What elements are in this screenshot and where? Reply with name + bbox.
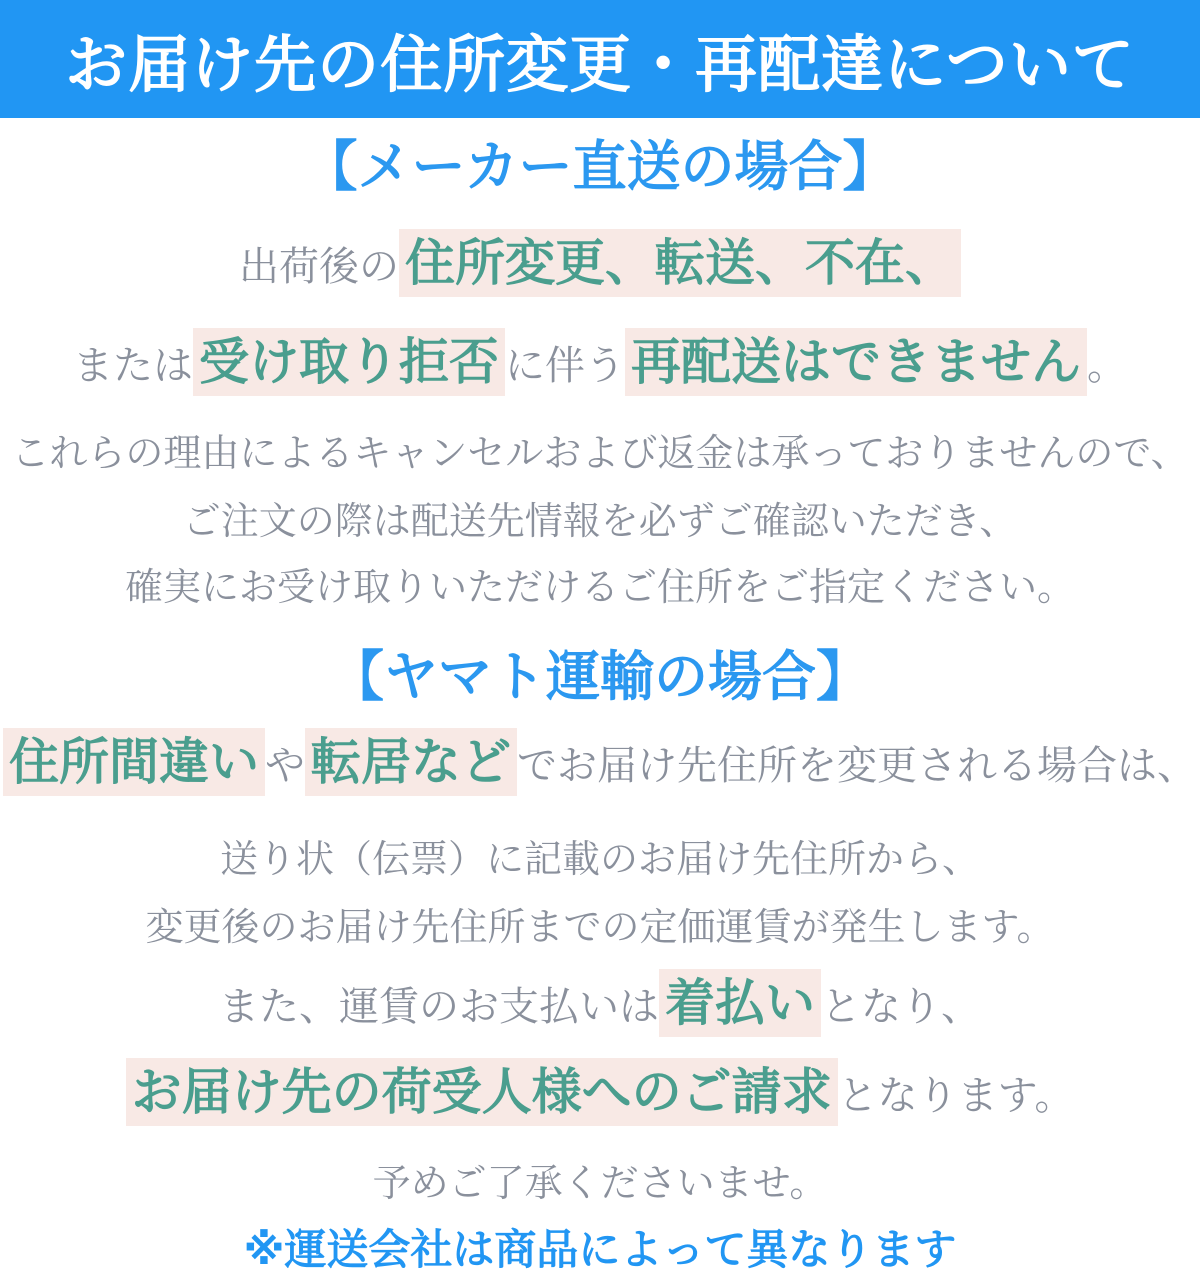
notice-header-banner xyxy=(0,0,1200,118)
yamato-line-cash-on-delivery xyxy=(0,968,1200,1051)
highlighted-text-segment: 着払い xyxy=(659,969,821,1037)
text-segment: に伴う xyxy=(505,343,625,388)
text-segment: となり、 xyxy=(821,985,981,1030)
maker-line-specify-address: 確実にお受け取りいただけるご住所をご指定ください。 xyxy=(124,566,1075,609)
notice-body xyxy=(0,130,1200,1278)
carrier-varies-note: ※運送会社は商品によって異なります xyxy=(243,1226,957,1274)
yamato-line-address-change xyxy=(0,727,1200,810)
highlighted-text-segment: 再配送はできません xyxy=(625,328,1087,396)
page-title: お届け先の住所変更・再配達について xyxy=(65,30,1135,100)
text-segment: でお届け先住所を変更される場合は、 xyxy=(517,744,1197,789)
yamato-line-fare-charge: 変更後のお届け先住所までの定価運賃が発生します。 xyxy=(145,907,1055,950)
highlighted-text-segment: 住所間違い xyxy=(3,728,265,796)
yamato-line-billed-to-recipient xyxy=(0,1057,1200,1140)
highlighted-text-segment: お届け先の荷受人様へのご請求 xyxy=(126,1058,838,1126)
yamato-line-invoice-address: 送り状（伝票）に記載のお届け先住所から、 xyxy=(219,839,980,882)
text-segment: 。 xyxy=(1087,343,1127,388)
text-segment: また、運賃のお支払いは xyxy=(219,985,659,1030)
text-segment: または xyxy=(73,343,193,388)
maker-line-refusal-redelivery xyxy=(0,327,1200,410)
text-segment: となります。 xyxy=(837,1074,1075,1119)
highlighted-text-segment: 受け取り拒否 xyxy=(193,328,505,396)
text-segment: や xyxy=(265,744,305,789)
maker-line-confirm-info: ご注文の際は配送先情報を必ずご確認いただき、 xyxy=(182,500,1018,543)
highlighted-text-segment: 住所変更、転送、不在、 xyxy=(399,229,961,297)
text-segment: 出荷後の xyxy=(239,244,399,289)
yamato-line-understanding: 予めご了承くださいませ。 xyxy=(372,1163,828,1206)
highlighted-text-segment: 転居など xyxy=(305,728,517,796)
maker-line-no-cancel-refund: これらの理由によるキャンセルおよび返金は承っておりませんので、 xyxy=(11,432,1189,475)
maker-line-shipping-changes xyxy=(0,228,1200,311)
section-heading-maker-direct: 【メーカー直送の場合】 xyxy=(303,137,897,197)
section-heading-yamato: 【ヤマト運輸の場合】 xyxy=(330,646,870,707)
